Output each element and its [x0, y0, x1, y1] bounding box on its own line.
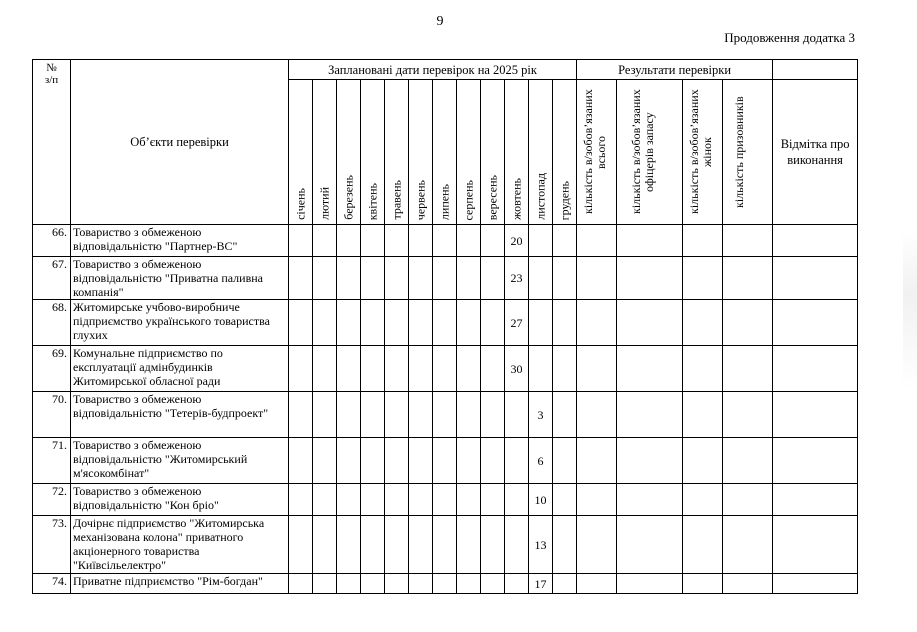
month-cell — [457, 225, 481, 257]
month-cell — [409, 574, 433, 594]
result-cell — [617, 438, 683, 484]
planned-day: 17 — [529, 574, 553, 594]
month-cell — [409, 225, 433, 257]
result-cell — [617, 346, 683, 392]
month-cell — [433, 438, 457, 484]
result-cell — [577, 438, 617, 484]
mark-cell — [773, 392, 858, 438]
month-cell — [289, 484, 313, 516]
month-cell — [289, 225, 313, 257]
month-label: липень — [437, 183, 451, 220]
result-header-2 — [683, 80, 723, 225]
row-number: 73. — [33, 516, 71, 574]
planned-day: 30 — [505, 346, 529, 392]
month-cell — [337, 225, 361, 257]
month-header-10 — [529, 80, 553, 225]
month-cell — [553, 574, 577, 594]
result-cell — [723, 346, 773, 392]
month-cell — [289, 516, 313, 574]
month-header-11 — [553, 80, 577, 225]
month-cell — [337, 257, 361, 300]
month-cell — [457, 484, 481, 516]
row-number: 71. — [33, 438, 71, 484]
month-cell — [505, 516, 529, 574]
result-cell — [577, 257, 617, 300]
inspection-object: Комунальне підприємство по експлуатації адмінбудинків Житомирської обласної ради — [71, 346, 289, 392]
inspection-object: Дочірнє підприємство "Житомирська механізована колона" приватного акціонерного товариства "Київсільелектро" — [71, 516, 289, 574]
month-cell — [337, 574, 361, 594]
month-header-9 — [505, 80, 529, 225]
month-cell — [361, 257, 385, 300]
month-cell — [361, 300, 385, 346]
mark-header: Відмітка про виконання — [773, 80, 858, 225]
month-label: березень — [341, 175, 355, 220]
month-cell — [433, 574, 457, 594]
planned-day: 27 — [505, 300, 529, 346]
inspection-object: Товариство з обмеженою відповідальністю "Партнер-ВС" — [71, 225, 289, 257]
inspection-object: Житомирське учбово-виробниче підприємство українського товариства глухих — [71, 300, 289, 346]
inspection-object: Товариство з обмеженою відповідальністю "Тетерів-будпроект" — [71, 392, 289, 438]
month-cell — [529, 225, 553, 257]
month-cell — [433, 346, 457, 392]
page-number: 9 — [436, 14, 444, 29]
table-row — [33, 225, 858, 257]
month-cell — [529, 257, 553, 300]
table-row — [33, 300, 858, 346]
month-label: травень — [389, 180, 403, 220]
month-cell — [385, 225, 409, 257]
month-cell — [481, 438, 505, 484]
month-cell — [409, 484, 433, 516]
month-cell — [457, 300, 481, 346]
result-header-0 — [577, 80, 617, 225]
row-number: 70. — [33, 392, 71, 438]
result-cell — [723, 574, 773, 594]
result-cell — [723, 300, 773, 346]
mark-cell — [773, 438, 858, 484]
result-label: кількість в/зобов’язаних жінок — [686, 89, 714, 215]
month-cell — [385, 574, 409, 594]
row-number: 67. — [33, 257, 71, 300]
result-cell — [577, 574, 617, 594]
month-cell — [289, 346, 313, 392]
month-cell — [289, 257, 313, 300]
month-cell — [553, 225, 577, 257]
month-cell — [553, 438, 577, 484]
result-label: кількість в/зобов’язаних офіцерів запасу — [628, 89, 656, 215]
mark-cell — [773, 346, 858, 392]
month-label: квітень — [365, 182, 379, 220]
month-cell — [313, 484, 337, 516]
result-cell — [577, 392, 617, 438]
continuation-note: Продовження додатка 3 — [724, 30, 855, 45]
month-cell — [289, 300, 313, 346]
month-cell — [313, 392, 337, 438]
month-cell — [553, 346, 577, 392]
result-cell — [683, 438, 723, 484]
mark-cell — [773, 257, 858, 300]
month-cell — [553, 484, 577, 516]
month-cell — [361, 392, 385, 438]
planned-day: 23 — [505, 257, 529, 300]
inspection-object: Приватне підприємство "Рім-богдан" — [71, 574, 289, 594]
month-cell — [385, 392, 409, 438]
result-cell — [683, 300, 723, 346]
month-cell — [313, 574, 337, 594]
scan-edge-artifact — [903, 230, 917, 390]
month-label: листопад — [533, 173, 547, 220]
month-label: лютий — [317, 187, 331, 220]
month-cell — [433, 225, 457, 257]
result-cell — [617, 300, 683, 346]
month-cell — [337, 438, 361, 484]
inspection-object: Товариство з обмеженою відповідальністю "Приватна паливна компанія" — [71, 257, 289, 300]
month-cell — [457, 574, 481, 594]
month-cell — [433, 516, 457, 574]
result-cell — [577, 300, 617, 346]
month-cell — [337, 392, 361, 438]
mark-header-top — [773, 60, 858, 80]
month-header-1 — [313, 80, 337, 225]
row-number: 72. — [33, 484, 71, 516]
month-cell — [313, 300, 337, 346]
month-cell — [313, 257, 337, 300]
result-cell — [617, 516, 683, 574]
row-number: 66. — [33, 225, 71, 257]
result-label: кількість призовників — [731, 96, 746, 208]
month-cell — [553, 300, 577, 346]
result-cell — [683, 516, 723, 574]
column-header-number — [33, 60, 71, 225]
result-cell — [723, 484, 773, 516]
result-header-1 — [617, 80, 683, 225]
mark-cell — [773, 225, 858, 257]
month-label: жовтень — [509, 178, 523, 220]
month-cell — [385, 346, 409, 392]
results-header: Результати перевірки — [577, 60, 773, 80]
mark-cell — [773, 484, 858, 516]
planned-day: 20 — [505, 225, 529, 257]
result-cell — [617, 225, 683, 257]
mark-cell — [773, 516, 858, 574]
month-cell — [505, 438, 529, 484]
month-label: вересень — [485, 174, 499, 220]
month-label: грудень — [557, 180, 572, 220]
month-cell — [505, 484, 529, 516]
month-cell — [337, 516, 361, 574]
month-cell — [457, 392, 481, 438]
month-header-7 — [457, 80, 481, 225]
result-cell — [723, 438, 773, 484]
table-row — [33, 574, 858, 594]
month-cell — [529, 346, 553, 392]
mark-cell — [773, 300, 858, 346]
table-row — [33, 438, 858, 484]
month-cell — [481, 574, 505, 594]
row-number: 74. — [33, 574, 71, 594]
inspection-object: Товариство з обмеженою відповідальністю "Житомирський м'ясокомбінат" — [71, 438, 289, 484]
result-cell — [617, 574, 683, 594]
month-cell — [361, 346, 385, 392]
planned-day: 3 — [529, 392, 553, 438]
month-header-8 — [481, 80, 505, 225]
result-cell — [577, 346, 617, 392]
result-header-3 — [723, 80, 773, 225]
table-row — [33, 484, 858, 516]
month-cell — [433, 484, 457, 516]
planned-day: 13 — [529, 516, 553, 574]
month-label: січень — [293, 188, 307, 220]
table-row — [33, 392, 858, 438]
month-cell — [337, 484, 361, 516]
result-cell — [617, 392, 683, 438]
month-header-5 — [409, 80, 433, 225]
month-cell — [433, 300, 457, 346]
planned-day: 10 — [529, 484, 553, 516]
table-row — [33, 257, 858, 300]
result-cell — [577, 484, 617, 516]
month-cell — [409, 300, 433, 346]
month-cell — [361, 484, 385, 516]
month-cell — [409, 392, 433, 438]
month-cell — [361, 225, 385, 257]
month-cell — [313, 346, 337, 392]
result-cell — [683, 257, 723, 300]
month-cell — [481, 516, 505, 574]
number-header-label: № з/п — [44, 62, 59, 86]
month-cell — [289, 392, 313, 438]
month-cell — [409, 257, 433, 300]
result-cell — [683, 225, 723, 257]
result-cell — [683, 346, 723, 392]
result-cell — [723, 257, 773, 300]
month-header-6 — [433, 80, 457, 225]
column-header-objects: Об’єкти перевірки — [71, 60, 289, 225]
month-cell — [385, 484, 409, 516]
month-cell — [313, 225, 337, 257]
month-cell — [385, 300, 409, 346]
month-cell — [361, 574, 385, 594]
result-cell — [723, 516, 773, 574]
result-cell — [577, 225, 617, 257]
month-cell — [529, 300, 553, 346]
month-header-0 — [289, 80, 313, 225]
month-cell — [409, 516, 433, 574]
month-cell — [385, 257, 409, 300]
table-row — [33, 346, 858, 392]
month-cell — [481, 392, 505, 438]
month-cell — [457, 346, 481, 392]
month-cell — [337, 346, 361, 392]
month-cell — [505, 392, 529, 438]
result-cell — [617, 484, 683, 516]
result-cell — [723, 225, 773, 257]
month-cell — [385, 438, 409, 484]
month-cell — [289, 438, 313, 484]
result-cell — [723, 392, 773, 438]
month-cell — [385, 516, 409, 574]
month-cell — [553, 516, 577, 574]
month-cell — [457, 516, 481, 574]
month-cell — [289, 574, 313, 594]
month-cell — [409, 438, 433, 484]
month-label: серпень — [461, 179, 475, 220]
month-cell — [553, 392, 577, 438]
planned-day: 6 — [529, 438, 553, 484]
month-cell — [481, 346, 505, 392]
inspection-schedule-table — [32, 59, 858, 594]
month-cell — [505, 574, 529, 594]
month-cell — [433, 392, 457, 438]
month-header-3 — [361, 80, 385, 225]
month-cell — [313, 438, 337, 484]
month-cell — [433, 257, 457, 300]
result-cell — [683, 574, 723, 594]
month-cell — [361, 438, 385, 484]
mark-cell — [773, 574, 858, 594]
month-cell — [337, 300, 361, 346]
inspection-object: Товариство з обмеженою відповідальністю "Кон бріо" — [71, 484, 289, 516]
row-number: 68. — [33, 300, 71, 346]
table-row — [33, 516, 858, 574]
month-cell — [361, 516, 385, 574]
month-header-4 — [385, 80, 409, 225]
month-cell — [409, 346, 433, 392]
month-cell — [553, 257, 577, 300]
month-cell — [457, 438, 481, 484]
month-label: червень — [413, 179, 427, 220]
month-cell — [457, 257, 481, 300]
result-cell — [683, 392, 723, 438]
month-header-2 — [337, 80, 361, 225]
planned-dates-header: Заплановані дати перевірок на 2025 рік — [289, 60, 577, 80]
result-label: кількість в/зобов’язаних всього — [580, 89, 608, 215]
month-cell — [481, 484, 505, 516]
month-cell — [481, 257, 505, 300]
result-cell — [577, 516, 617, 574]
result-cell — [617, 257, 683, 300]
month-cell — [313, 516, 337, 574]
month-cell — [481, 225, 505, 257]
month-cell — [481, 300, 505, 346]
result-cell — [683, 484, 723, 516]
row-number: 69. — [33, 346, 71, 392]
